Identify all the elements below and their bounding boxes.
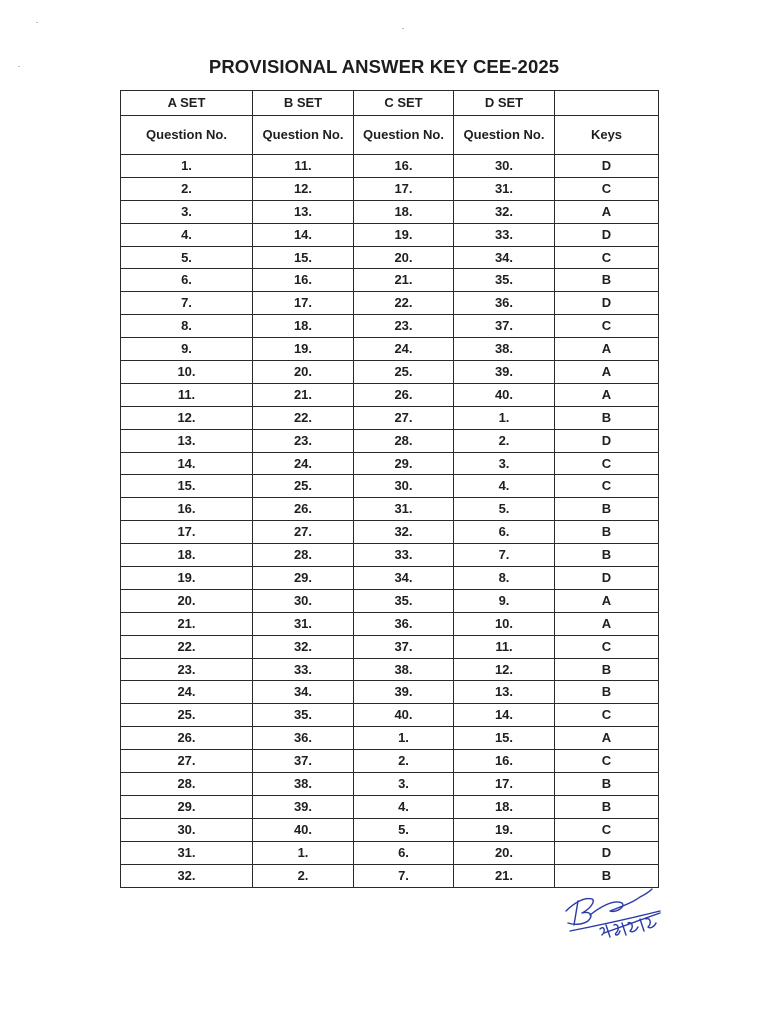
a-set-question-cell: 16. <box>121 498 253 521</box>
key-cell: C <box>555 452 659 475</box>
b-set-question-cell: 12. <box>253 177 354 200</box>
a-set-question-cell: 2. <box>121 177 253 200</box>
b-set-question-cell: 39. <box>253 795 354 818</box>
d-set-question-cell: 8. <box>454 567 555 590</box>
b-set-question-cell: 29. <box>253 567 354 590</box>
key-cell: B <box>555 864 659 887</box>
key-cell: A <box>555 361 659 384</box>
table-row <box>121 223 659 246</box>
b-set-question-cell: 37. <box>253 750 354 773</box>
table-row <box>121 292 659 315</box>
b-set-question-cell: 21. <box>253 383 354 406</box>
a-set-question-cell: 7. <box>121 292 253 315</box>
a-set-question-cell: 6. <box>121 269 253 292</box>
header-c-set: C SET <box>354 91 454 116</box>
d-set-question-cell: 2. <box>454 429 555 452</box>
c-set-question-cell: 7. <box>354 864 454 887</box>
table-row <box>121 773 659 796</box>
set-header-row <box>121 91 659 116</box>
header-d-set: D SET <box>454 91 555 116</box>
a-set-question-cell: 21. <box>121 612 253 635</box>
table-row <box>121 681 659 704</box>
key-cell: A <box>555 612 659 635</box>
a-set-question-cell: 31. <box>121 841 253 864</box>
key-cell: B <box>555 658 659 681</box>
key-cell: A <box>555 589 659 612</box>
table-row <box>121 269 659 292</box>
a-set-question-cell: 12. <box>121 406 253 429</box>
table-row <box>121 635 659 658</box>
d-set-question-cell: 14. <box>454 704 555 727</box>
b-set-question-cell: 22. <box>253 406 354 429</box>
c-set-question-cell: 23. <box>354 315 454 338</box>
table-row <box>121 727 659 750</box>
b-set-question-cell: 30. <box>253 589 354 612</box>
d-set-question-cell: 11. <box>454 635 555 658</box>
c-set-question-cell: 20. <box>354 246 454 269</box>
d-set-question-cell: 3. <box>454 452 555 475</box>
b-set-question-cell: 36. <box>253 727 354 750</box>
d-set-question-cell: 30. <box>454 155 555 178</box>
c-set-question-cell: 25. <box>354 361 454 384</box>
key-cell: C <box>555 704 659 727</box>
d-set-question-cell: 37. <box>454 315 555 338</box>
b-set-question-cell: 17. <box>253 292 354 315</box>
header-keys: Keys <box>555 116 659 155</box>
table-row <box>121 658 659 681</box>
table-row <box>121 429 659 452</box>
key-cell: B <box>555 521 659 544</box>
c-set-question-cell: 5. <box>354 818 454 841</box>
label-header-row <box>121 116 659 155</box>
b-set-question-cell: 33. <box>253 658 354 681</box>
table-row <box>121 155 659 178</box>
c-set-question-cell: 35. <box>354 589 454 612</box>
table-row <box>121 521 659 544</box>
d-set-question-cell: 38. <box>454 338 555 361</box>
d-set-question-cell: 32. <box>454 200 555 223</box>
b-set-question-cell: 18. <box>253 315 354 338</box>
d-set-question-cell: 7. <box>454 544 555 567</box>
a-set-question-cell: 5. <box>121 246 253 269</box>
key-cell: C <box>555 750 659 773</box>
b-set-question-cell: 23. <box>253 429 354 452</box>
b-set-question-cell: 40. <box>253 818 354 841</box>
d-set-question-cell: 1. <box>454 406 555 429</box>
key-cell: B <box>555 773 659 796</box>
c-set-question-cell: 21. <box>354 269 454 292</box>
b-set-question-cell: 25. <box>253 475 354 498</box>
b-set-question-cell: 27. <box>253 521 354 544</box>
table-row <box>121 177 659 200</box>
b-set-question-cell: 1. <box>253 841 354 864</box>
b-set-question-cell: 15. <box>253 246 354 269</box>
c-set-question-cell: 2. <box>354 750 454 773</box>
c-set-question-cell: 19. <box>354 223 454 246</box>
a-set-question-cell: 14. <box>121 452 253 475</box>
b-set-question-cell: 20. <box>253 361 354 384</box>
d-set-question-cell: 18. <box>454 795 555 818</box>
d-set-question-cell: 12. <box>454 658 555 681</box>
b-set-question-cell: 26. <box>253 498 354 521</box>
table-row <box>121 818 659 841</box>
c-set-question-cell: 37. <box>354 635 454 658</box>
d-set-question-cell: 5. <box>454 498 555 521</box>
d-set-question-cell: 9. <box>454 589 555 612</box>
header-question-no-c: Question No. <box>354 116 454 155</box>
table-row <box>121 612 659 635</box>
a-set-question-cell: 13. <box>121 429 253 452</box>
key-cell: D <box>555 429 659 452</box>
b-set-question-cell: 16. <box>253 269 354 292</box>
a-set-question-cell: 17. <box>121 521 253 544</box>
key-cell: B <box>555 498 659 521</box>
a-set-question-cell: 4. <box>121 223 253 246</box>
a-set-question-cell: 25. <box>121 704 253 727</box>
key-cell: A <box>555 338 659 361</box>
b-set-question-cell: 19. <box>253 338 354 361</box>
table-row <box>121 406 659 429</box>
key-cell: B <box>555 269 659 292</box>
b-set-question-cell: 2. <box>253 864 354 887</box>
b-set-question-cell: 24. <box>253 452 354 475</box>
key-cell: A <box>555 383 659 406</box>
a-set-question-cell: 3. <box>121 200 253 223</box>
table-row <box>121 589 659 612</box>
c-set-question-cell: 24. <box>354 338 454 361</box>
key-cell: B <box>555 406 659 429</box>
a-set-question-cell: 19. <box>121 567 253 590</box>
c-set-question-cell: 27. <box>354 406 454 429</box>
d-set-question-cell: 36. <box>454 292 555 315</box>
table-row <box>121 841 659 864</box>
a-set-question-cell: 10. <box>121 361 253 384</box>
scan-speck <box>18 66 20 67</box>
page-title: PROVISIONAL ANSWER KEY CEE-2025 <box>208 56 560 77</box>
d-set-question-cell: 34. <box>454 246 555 269</box>
header-a-set: A SET <box>121 91 253 116</box>
key-cell: D <box>555 223 659 246</box>
header-question-no-b: Question No. <box>253 116 354 155</box>
a-set-question-cell: 8. <box>121 315 253 338</box>
c-set-question-cell: 28. <box>354 429 454 452</box>
answer-key-body <box>121 155 659 888</box>
header-b-set: B SET <box>253 91 354 116</box>
key-cell: C <box>555 315 659 338</box>
a-set-question-cell: 23. <box>121 658 253 681</box>
key-cell: A <box>555 727 659 750</box>
c-set-question-cell: 3. <box>354 773 454 796</box>
d-set-question-cell: 21. <box>454 864 555 887</box>
a-set-question-cell: 15. <box>121 475 253 498</box>
scan-speck <box>402 28 404 29</box>
table-row <box>121 383 659 406</box>
b-set-question-cell: 28. <box>253 544 354 567</box>
key-cell: C <box>555 177 659 200</box>
c-set-question-cell: 1. <box>354 727 454 750</box>
c-set-question-cell: 29. <box>354 452 454 475</box>
table-row <box>121 864 659 887</box>
a-set-question-cell: 32. <box>121 864 253 887</box>
d-set-question-cell: 19. <box>454 818 555 841</box>
key-cell: B <box>555 795 659 818</box>
table-row <box>121 338 659 361</box>
c-set-question-cell: 26. <box>354 383 454 406</box>
key-cell: D <box>555 292 659 315</box>
c-set-question-cell: 32. <box>354 521 454 544</box>
c-set-question-cell: 22. <box>354 292 454 315</box>
a-set-question-cell: 1. <box>121 155 253 178</box>
a-set-question-cell: 30. <box>121 818 253 841</box>
table-row <box>121 750 659 773</box>
table-row <box>121 452 659 475</box>
signature-image <box>560 885 672 941</box>
c-set-question-cell: 39. <box>354 681 454 704</box>
key-cell: C <box>555 246 659 269</box>
b-set-question-cell: 11. <box>253 155 354 178</box>
c-set-question-cell: 17. <box>354 177 454 200</box>
c-set-question-cell: 33. <box>354 544 454 567</box>
key-cell: B <box>555 681 659 704</box>
c-set-question-cell: 30. <box>354 475 454 498</box>
c-set-question-cell: 36. <box>354 612 454 635</box>
b-set-question-cell: 31. <box>253 612 354 635</box>
b-set-question-cell: 35. <box>253 704 354 727</box>
table-row <box>121 315 659 338</box>
d-set-question-cell: 13. <box>454 681 555 704</box>
b-set-question-cell: 34. <box>253 681 354 704</box>
key-cell: D <box>555 567 659 590</box>
d-set-question-cell: 40. <box>454 383 555 406</box>
d-set-question-cell: 35. <box>454 269 555 292</box>
d-set-question-cell: 16. <box>454 750 555 773</box>
b-set-question-cell: 14. <box>253 223 354 246</box>
table-row <box>121 544 659 567</box>
header-question-no-a: Question No. <box>121 116 253 155</box>
d-set-question-cell: 31. <box>454 177 555 200</box>
a-set-question-cell: 29. <box>121 795 253 818</box>
c-set-question-cell: 34. <box>354 567 454 590</box>
table-row <box>121 361 659 384</box>
d-set-question-cell: 33. <box>454 223 555 246</box>
header-question-no-d: Question No. <box>454 116 555 155</box>
d-set-question-cell: 15. <box>454 727 555 750</box>
d-set-question-cell: 17. <box>454 773 555 796</box>
key-cell: A <box>555 200 659 223</box>
a-set-question-cell: 27. <box>121 750 253 773</box>
key-cell: D <box>555 841 659 864</box>
a-set-question-cell: 18. <box>121 544 253 567</box>
b-set-question-cell: 38. <box>253 773 354 796</box>
b-set-question-cell: 32. <box>253 635 354 658</box>
d-set-question-cell: 39. <box>454 361 555 384</box>
table-row <box>121 795 659 818</box>
table-row <box>121 475 659 498</box>
c-set-question-cell: 4. <box>354 795 454 818</box>
a-set-question-cell: 20. <box>121 589 253 612</box>
c-set-question-cell: 6. <box>354 841 454 864</box>
c-set-question-cell: 38. <box>354 658 454 681</box>
a-set-question-cell: 9. <box>121 338 253 361</box>
table-row <box>121 498 659 521</box>
key-cell: C <box>555 635 659 658</box>
c-set-question-cell: 18. <box>354 200 454 223</box>
key-cell: B <box>555 544 659 567</box>
table-row <box>121 246 659 269</box>
key-cell: C <box>555 475 659 498</box>
d-set-question-cell: 10. <box>454 612 555 635</box>
c-set-question-cell: 40. <box>354 704 454 727</box>
d-set-question-cell: 6. <box>454 521 555 544</box>
table-row <box>121 704 659 727</box>
a-set-question-cell: 11. <box>121 383 253 406</box>
key-cell: C <box>555 818 659 841</box>
a-set-question-cell: 28. <box>121 773 253 796</box>
answer-key-table <box>120 90 659 888</box>
d-set-question-cell: 4. <box>454 475 555 498</box>
table-row <box>121 567 659 590</box>
c-set-question-cell: 31. <box>354 498 454 521</box>
table-row <box>121 200 659 223</box>
a-set-question-cell: 22. <box>121 635 253 658</box>
b-set-question-cell: 13. <box>253 200 354 223</box>
a-set-question-cell: 24. <box>121 681 253 704</box>
d-set-question-cell: 20. <box>454 841 555 864</box>
header-keys-blank <box>555 91 659 116</box>
scan-speck <box>36 22 38 23</box>
a-set-question-cell: 26. <box>121 727 253 750</box>
key-cell: D <box>555 155 659 178</box>
c-set-question-cell: 16. <box>354 155 454 178</box>
